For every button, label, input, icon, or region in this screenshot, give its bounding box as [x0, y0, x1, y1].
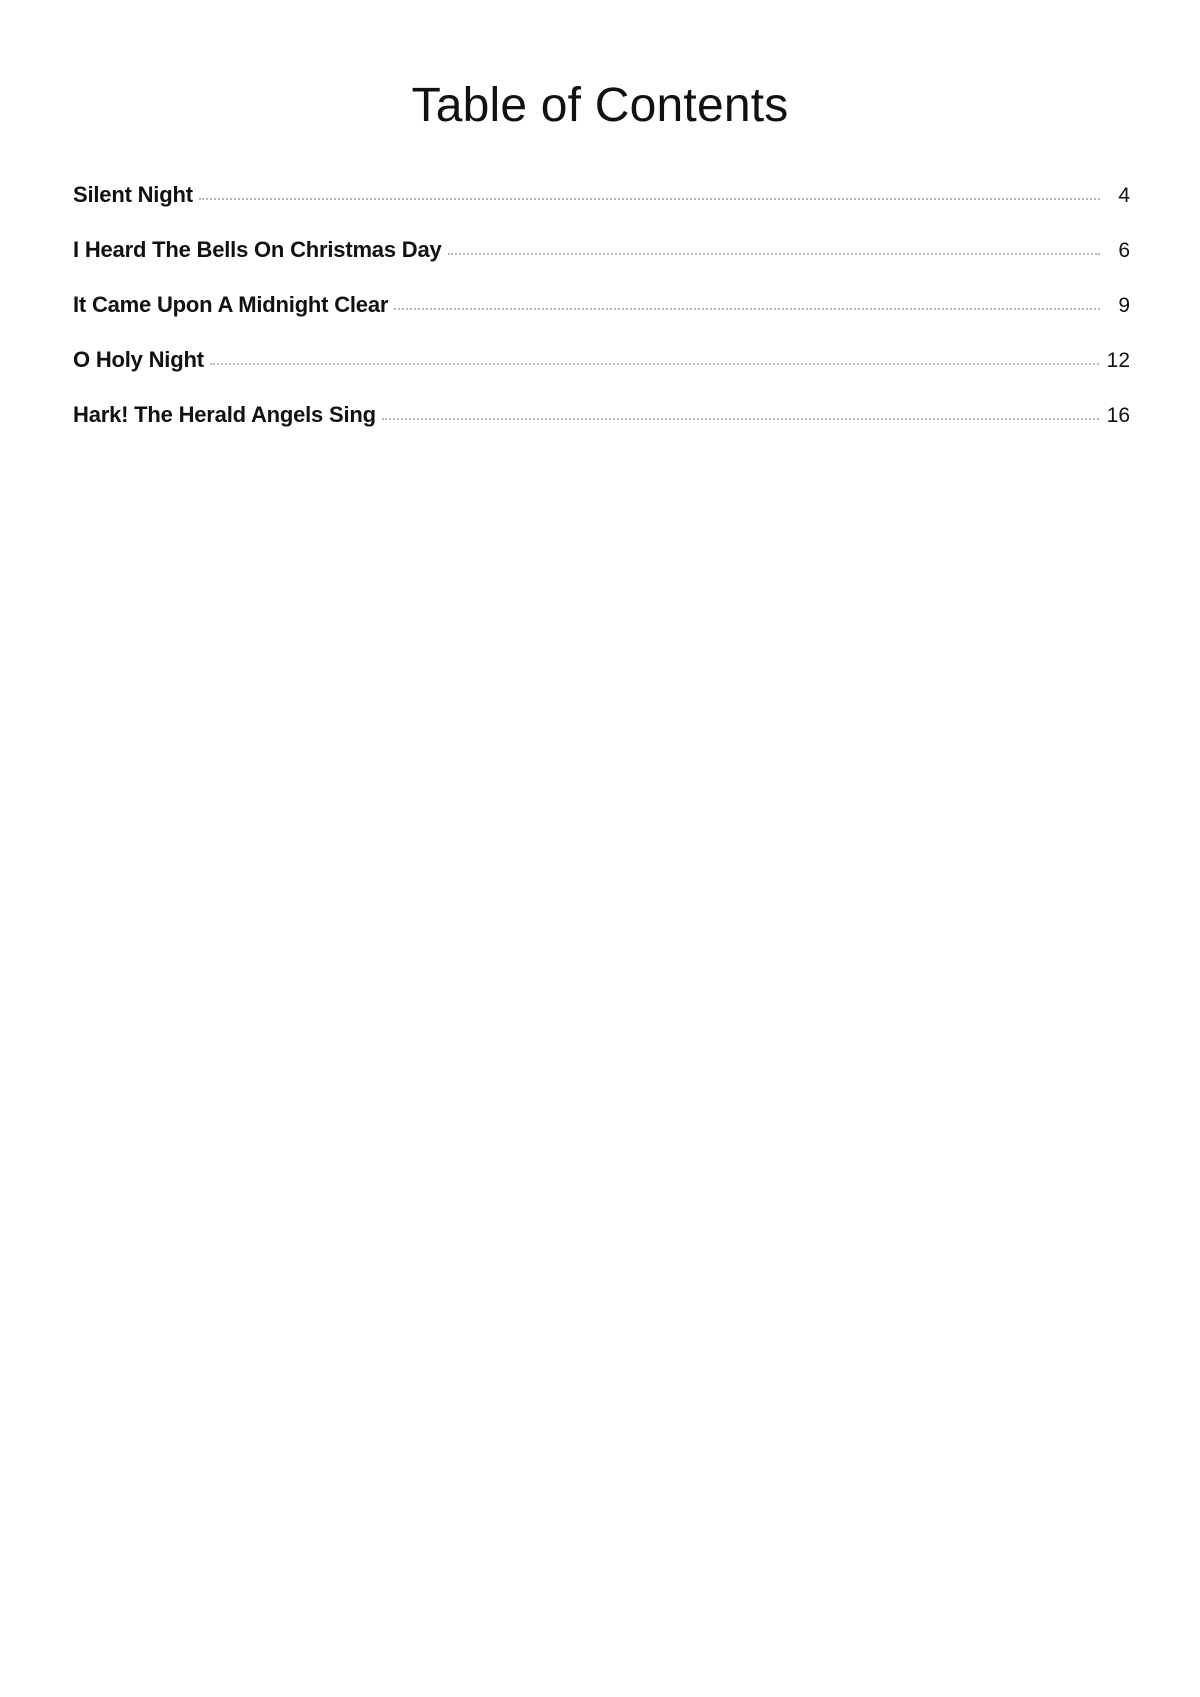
toc-entry[interactable]: [73, 402, 1130, 457]
toc-entry-title: O Holy Night: [73, 347, 204, 372]
toc-entry-title: Silent Night: [73, 182, 193, 207]
toc-entry[interactable]: [73, 182, 1130, 237]
dot-leader: [199, 198, 1100, 200]
toc-entry-page-number: 9: [1118, 294, 1130, 317]
toc-entry[interactable]: [73, 347, 1130, 402]
toc-entry[interactable]: [73, 237, 1130, 292]
toc-entry-page-number: 12: [1106, 349, 1130, 372]
toc-entry-title: Hark! The Herald Angels Sing: [73, 402, 376, 427]
dot-leader: [382, 418, 1099, 420]
dot-leader: [210, 363, 1099, 365]
dot-leader: [448, 253, 1100, 255]
toc-entry-page-number: 6: [1118, 239, 1130, 262]
dot-leader: [394, 308, 1100, 310]
toc-entry[interactable]: [73, 292, 1130, 347]
toc-list: [73, 182, 1130, 457]
toc-entry-page-number: 4: [1118, 184, 1130, 207]
toc-entry-title: It Came Upon A Midnight Clear: [73, 292, 389, 317]
toc-entry-page-number: 16: [1106, 404, 1130, 427]
toc-entry-title: I Heard The Bells On Christmas Day: [73, 237, 442, 262]
page-title: Table of Contents: [411, 79, 789, 132]
